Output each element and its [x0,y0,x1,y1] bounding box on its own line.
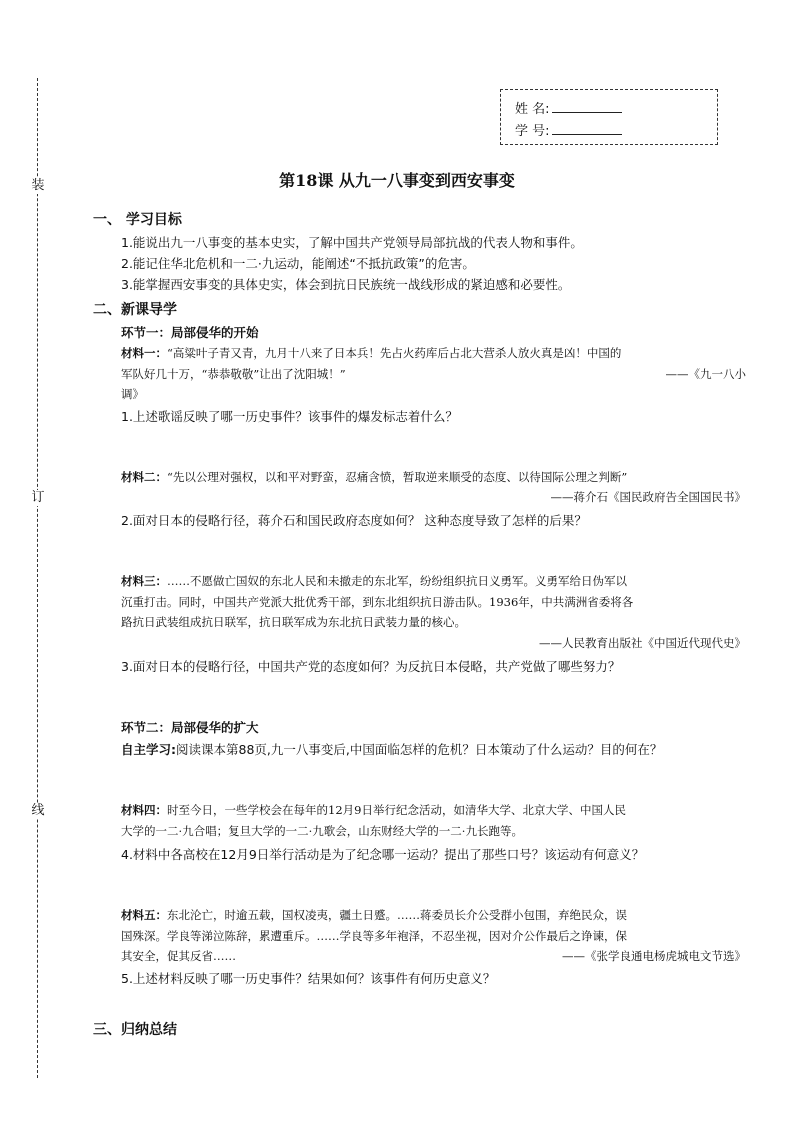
material-3-line-3: 路抗日武装组成抗日联军，抗日联军成为东北抗日武装力量的核心。 [121,615,466,629]
material-5-source: ——《张学良通电杨虎城电文节选》 [562,949,746,963]
material-5-line-2: 国殊深。学良等涕泣陈辞，累遭重斥。……学良等多年袍泽，不忍坐视，因对介公作最后之诤谏，保 [121,929,627,943]
material-4-label: 材料四： [121,803,167,817]
self-study-text: 阅读课本第88页,九一八事变后,中国面临怎样的危机？日本策动了什么运动？目的何在？ [176,742,663,757]
material-5-text: 东北沦亡，时逾五载，国权凌夷，疆土日蹙。……蒋委员长介公受群小包围，弃绝民众，误 [167,908,627,922]
material-5-label: 材料五： [121,908,167,922]
self-study-label: 自主学习: [121,742,176,757]
material-1-line-1 [121,345,621,361]
material-3-source: ——人民教育出版社《中国近代现代史》 [539,636,746,650]
question-2: 2.面对日本的侵略行径，蒋介石和国民政府态度如何？ 这种态度导致了怎样的后果？ [121,513,587,528]
name-label: 姓 名: [515,102,550,117]
question-4: 4.材料中各高校在12月9日举行活动是为了纪念哪一运动？提出了那些口号？该运动有何意义？ [121,847,645,862]
section-2-heading: 二、新课导学 [93,302,177,318]
id-field[interactable] [552,122,622,135]
material-3-text: ……不愿做亡国奴的东北人民和未撤走的东北军，纷纷组织抗日义勇军。义勇军给日伪军以 [167,574,627,588]
material-3-label: 材料三： [121,574,167,588]
material-3-line-1 [121,573,627,589]
self-study-line [121,740,662,758]
material-1-source-cont: 调》 [121,387,144,401]
binding-char-zhuang: 装 [31,178,45,193]
id-row [515,120,622,139]
material-3-line-2: 沉重打击。同时，中国共产党派大批优秀干部，到东北组织抗日游击队。1936年，中共满洲省委将各 [121,595,634,609]
material-4-text: 时至今日，一些学校会在每年的12月9日举行纪念活动，如清华大学、北京大学、中国人民 [167,803,626,817]
material-1-line-2: 军队好几十万，“恭恭敬敬”让出了沈阳城！” [121,367,346,381]
section-3-heading: 三、归纳总结 [93,1022,177,1038]
material-4-line-1 [121,802,626,818]
material-1-source: ——《九一八小 [665,367,746,381]
id-label: 学 号: [515,124,550,139]
material-2-line-1 [121,469,627,485]
objective-2: 2.能记住华北危机和一二·九运动，能阐述“不抵抗政策”的危害。 [121,256,475,271]
material-5-line-1 [121,907,627,923]
page-title: 第18课 从九一八事变到西安事变 [279,171,515,190]
material-2-label: 材料二： [121,470,167,484]
material-5-line-3: 其安全，促其反省…… [121,949,236,963]
material-1-label: 材料一： [121,346,167,360]
material-1-text: “高粱叶子青又青，九月十八来了日本兵！先占火药库后占北大营杀人放火真是凶！中国的 [167,346,622,360]
section-1-heading: 一、 学习目标 [93,212,182,228]
question-3: 3.面对日本的侵略行径，中国共产党的态度如何？为反抗日本侵略，共产党做了哪些努力？ [121,659,621,674]
name-field[interactable] [552,100,622,113]
objective-1: 1.能说出九一八事变的基本史实，了解中国共产党领导局部抗战的代表人物和事件。 [121,235,583,250]
material-2-text: “先以公理对强权，以和平对野蛮，忍痛含愤，暂取逆来顺受的态度、以待国际公理之判断” [167,470,628,484]
question-5: 5.上述材料反映了哪一历史事件？结果如何？该事件有何历史意义？ [121,971,496,986]
binding-char-xian: 线 [31,803,45,818]
material-4-line-2: 大学的一二·九合唱；复旦大学的一二·九歌会，山东财经大学的一二·九长跑等。 [121,824,523,838]
link-1-heading: 环节一：局部侵华的开始 [121,325,259,340]
material-2-source: ——蒋介石《国民政府告全国国民书》 [550,490,746,504]
question-1: 1.上述歌谣反映了哪一历史事件？该事件的爆发标志着什么？ [121,409,458,424]
link-2-heading: 环节二：局部侵华的扩大 [121,720,259,735]
binding-dashed-line [37,78,38,1078]
objective-3: 3.能掌握西安事变的具体史实，体会到抗日民族统一战线形成的紧迫感和必要性。 [121,277,571,292]
binding-char-ding: 订 [31,490,45,505]
student-info-box [500,89,718,145]
name-row [515,98,622,117]
